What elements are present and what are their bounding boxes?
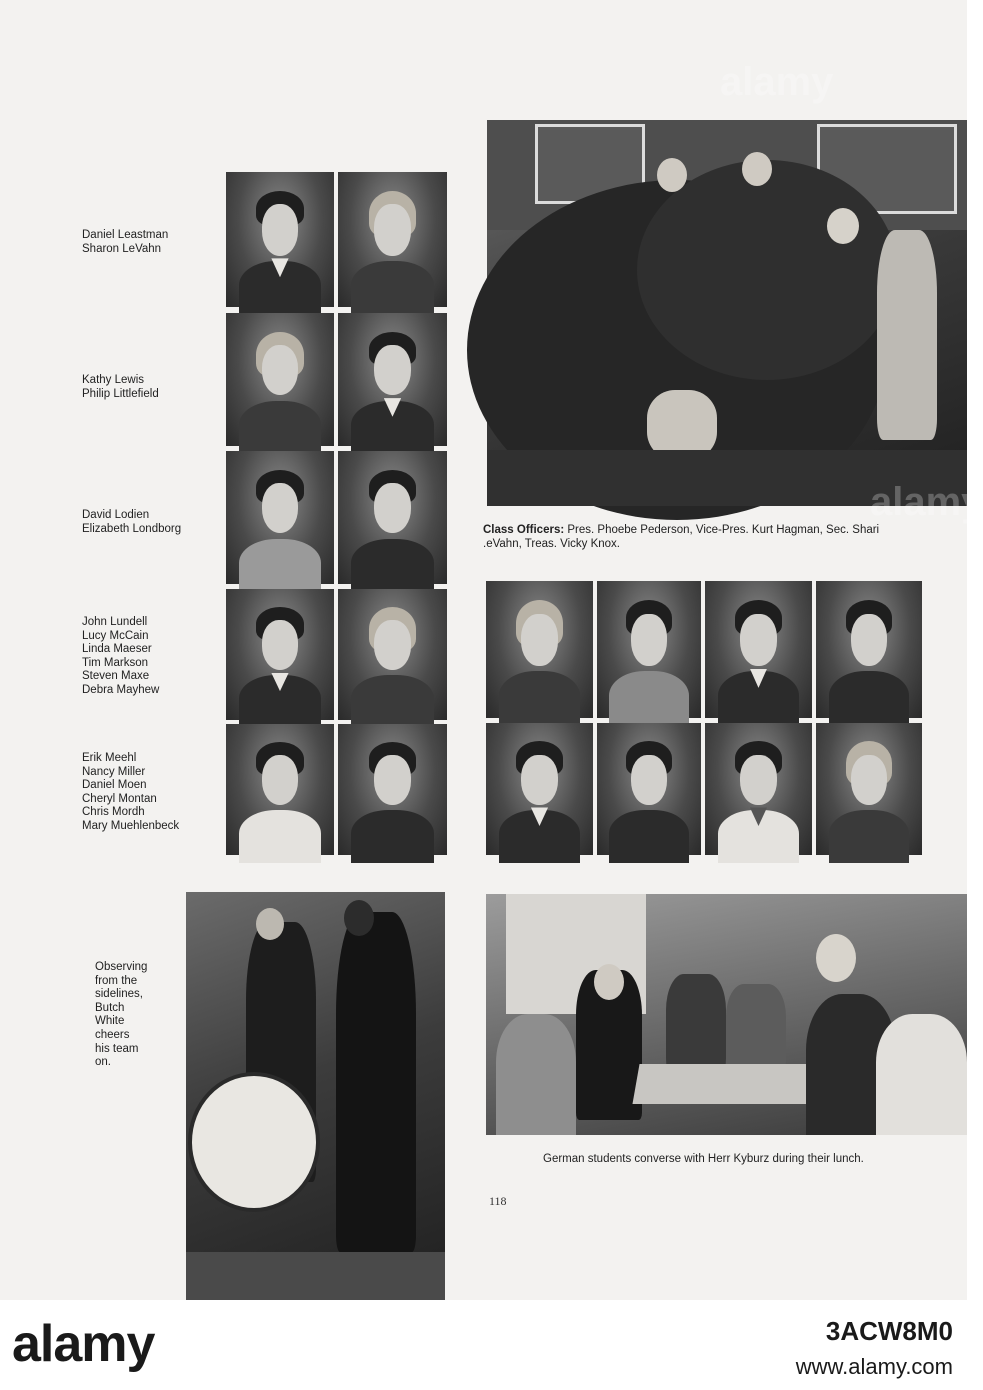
student-name: David Lodien bbox=[82, 509, 150, 521]
student-name: Steven Maxe bbox=[82, 670, 150, 683]
portrait-photo bbox=[226, 172, 334, 307]
sidelines-photo bbox=[186, 892, 445, 1300]
site-url: www.alamy.com bbox=[795, 1354, 953, 1379]
student-head bbox=[742, 152, 772, 186]
officers-caption bbox=[483, 524, 913, 551]
head bbox=[344, 900, 374, 936]
name-group-5 bbox=[82, 752, 179, 834]
caption-line: cheers bbox=[95, 1028, 130, 1041]
student-head bbox=[657, 158, 687, 192]
portrait-photo bbox=[486, 723, 593, 855]
student-head bbox=[827, 208, 859, 244]
portrait-photo bbox=[338, 451, 447, 584]
ground bbox=[487, 450, 967, 506]
head bbox=[594, 964, 624, 1000]
portrait-photo bbox=[486, 581, 593, 718]
head bbox=[816, 934, 856, 982]
student-name: Kathy Lewis bbox=[82, 374, 145, 386]
caption-line: sidelines, bbox=[95, 988, 143, 1001]
page-number: 118 bbox=[489, 1194, 507, 1208]
student-name: Linda Maeser bbox=[82, 643, 152, 656]
caption-line: Observing bbox=[95, 961, 148, 973]
student bbox=[876, 1014, 967, 1135]
portrait-photo bbox=[226, 313, 334, 446]
image-id: 3ACW8M0 bbox=[825, 1316, 953, 1346]
sidelines-caption bbox=[95, 961, 165, 1070]
officers-caption-text: Pres. Phoebe Pederson, Vice-Pres. Kurt Hagman, Sec. Shari bbox=[567, 524, 880, 536]
head bbox=[256, 908, 284, 940]
caption-line: from the bbox=[95, 974, 138, 987]
bass-drum bbox=[188, 1072, 320, 1212]
student-name: Philip Littlefield bbox=[82, 387, 159, 400]
student-name: Sharon LeVahn bbox=[82, 242, 162, 255]
hedge bbox=[637, 160, 897, 380]
student-name: John Lundell bbox=[82, 616, 148, 628]
ground bbox=[186, 1252, 445, 1300]
portrait-photo bbox=[816, 723, 922, 855]
name-group-3 bbox=[82, 509, 181, 536]
watermark: alamy bbox=[720, 60, 834, 104]
lunch-caption: German students converse with Herr Kyburz during their lunch. bbox=[543, 1153, 864, 1165]
portrait-photo bbox=[597, 723, 701, 855]
standing-student bbox=[877, 230, 937, 440]
student-name: Daniel Leastman bbox=[82, 229, 169, 241]
portrait-photo bbox=[226, 724, 334, 855]
student-name: Daniel Moen bbox=[82, 779, 147, 792]
caption-line: White bbox=[95, 1015, 125, 1028]
portrait-photo bbox=[338, 724, 447, 855]
butch-white bbox=[336, 912, 416, 1252]
caption-line: on. bbox=[95, 1056, 111, 1069]
student-name: Elizabeth Londborg bbox=[82, 522, 182, 535]
student-name: Cheryl Montan bbox=[82, 792, 157, 805]
alamy-logo: alamy bbox=[12, 1315, 155, 1373]
student-name: Debra Mayhew bbox=[82, 683, 160, 696]
student-name: Tim Markson bbox=[82, 656, 149, 669]
officers-caption-label: Class Officers: bbox=[483, 524, 565, 536]
name-group-4 bbox=[82, 616, 159, 698]
student-name: Erik Meehl bbox=[82, 752, 137, 764]
watermark: alamy bbox=[870, 480, 983, 524]
footer-bar bbox=[0, 1300, 967, 1390]
caption-line: Butch bbox=[95, 1001, 125, 1014]
portrait-photo bbox=[705, 723, 812, 855]
portrait-photo bbox=[338, 313, 447, 446]
name-group-2 bbox=[82, 374, 159, 401]
portrait-photo bbox=[338, 172, 447, 307]
student-name: Chris Mordh bbox=[82, 806, 145, 819]
student bbox=[496, 1014, 576, 1135]
portrait-photo bbox=[226, 589, 334, 720]
portrait-photo bbox=[597, 581, 701, 718]
portrait-photo bbox=[338, 589, 447, 720]
lunch-photo bbox=[486, 894, 967, 1135]
class-officers-photo bbox=[487, 120, 967, 506]
name-group-1 bbox=[82, 229, 168, 256]
officers-caption-text-2: .eVahn, Treas. Vicky Knox. bbox=[483, 537, 621, 550]
portrait-photo bbox=[705, 581, 812, 718]
portrait-photo bbox=[816, 581, 922, 718]
student-name: Lucy McCain bbox=[82, 629, 149, 642]
caption-line: his team bbox=[95, 1042, 139, 1055]
student-name: Mary Muehlenbeck bbox=[82, 819, 180, 832]
student-name: Nancy Miller bbox=[82, 765, 146, 778]
portrait-photo bbox=[226, 451, 334, 584]
